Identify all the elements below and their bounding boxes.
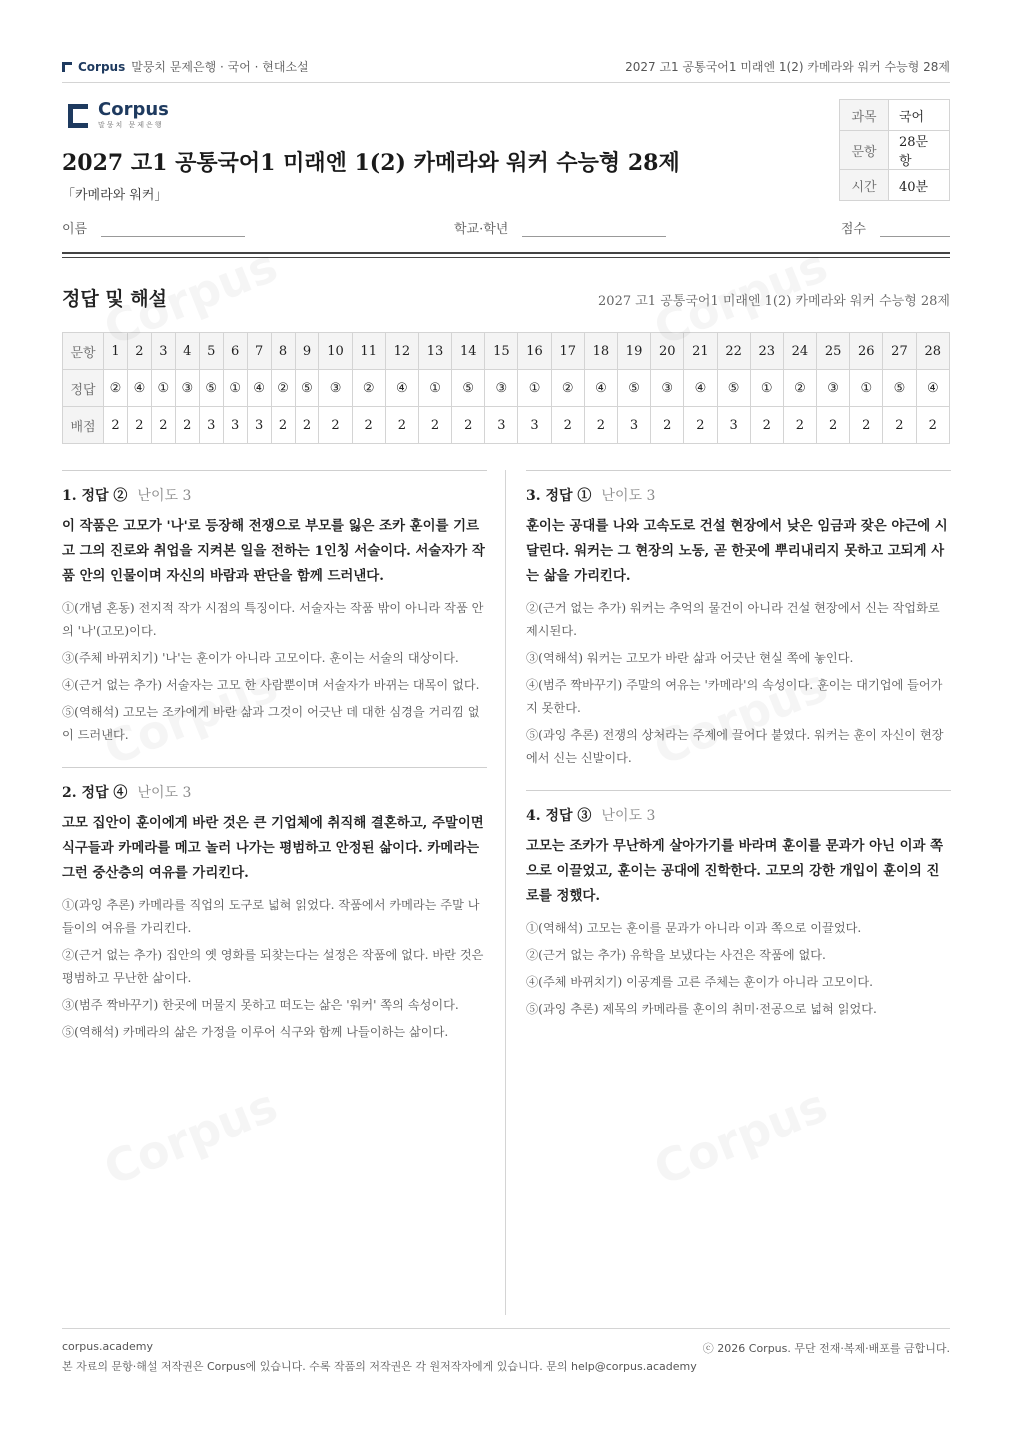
score-field[interactable] [841,218,950,237]
answer-number: 7 [247,333,271,370]
option-explanation: ④(주체 바뀌치기) 이공계를 고른 주체는 훈이가 아니라 고모이다. [526,975,874,989]
section-title: 정답 및 해설 [62,288,167,310]
brand-name: Corpus [78,59,126,74]
footer-copyright: ⓒ 2026 Corpus. 무단 전재·복제·배포를 금합니다. [702,1342,950,1355]
difficulty-label: 난이도 3 [137,488,192,504]
option-explanation: ①(개념 혼동) 전지적 작가 시점의 특징이다. 서술자는 작품 밖이 아니라 작품 안의 '나'(고모)이다. [62,601,484,638]
answer-number: 3 [151,333,175,370]
question-header [62,782,487,802]
school-field[interactable] [454,218,666,237]
answer-number: 9 [295,333,319,370]
answer-choice: ② [104,370,128,407]
corpus-logo [68,100,169,130]
question-answer-label: 3. 정답 ① [526,488,592,504]
answer-number: 2 [127,333,151,370]
answer-points: 3 [485,407,518,444]
answer-number: 23 [750,333,783,370]
answer-points: 2 [684,407,717,444]
row-label: 문항 [63,333,104,370]
answer-choice: ② [271,370,295,407]
answer-points: 2 [418,407,451,444]
answer-points: 3 [247,407,271,444]
column-divider [505,470,506,1315]
answer-number: 12 [385,333,418,370]
option-explanation: ②(근거 없는 추가) 유학을 보냈다는 사건은 작품에 없다. [526,948,826,962]
answer-choice: ④ [684,370,717,407]
answer-choice: ④ [127,370,151,407]
answer-number: 21 [684,333,717,370]
option-explanation: ①(과잉 추론) 카메라를 직업의 도구로 넓혀 읽었다. 작품에서 카메라는 주말 나들이의 여유를 가리킨다. [62,898,480,935]
answer-points: 3 [223,407,247,444]
answer-choice: ④ [584,370,617,407]
work-title: 「카메라와 워커」 [62,188,168,203]
question-header [526,805,951,825]
answer-choice: ② [783,370,816,407]
answer-choice: ⑤ [883,370,916,407]
answer-choice: ④ [385,370,418,407]
answer-points: 2 [175,407,199,444]
answer-points: 2 [271,407,295,444]
question-answer-label: 1. 정답 ② [62,488,128,504]
answer-points: 2 [352,407,385,444]
answer-choice: ③ [817,370,850,407]
answer-choice: ① [518,370,551,407]
answer-points: 2 [452,407,485,444]
answer-number: 15 [485,333,518,370]
answer-choice: ⑤ [617,370,650,407]
top-bar [62,58,950,83]
answer-points: 3 [199,407,223,444]
answer-choice: ③ [319,370,352,407]
option-explanation: ⑤(과잉 추론) 전쟁의 상처라는 주제에 끌어다 붙였다. 워커는 훈이 자신이 현장에서 신는 신발이다. [526,728,944,765]
answer-number: 25 [817,333,850,370]
explanation-main: 이 작품은 고모가 '나'로 등장해 전쟁으로 부모를 잃은 조카 훈이를 기르고 그의 진로와 취업을 지켜본 일을 전하는 1인칭 서술이다. 서술자가 작품 안의 인물이며 자신의 바람과 판단을 함께 드러낸다. [62,518,485,584]
option-explanation: ③(범주 짝바꾸기) 한곳에 머물지 못하고 떠도는 삶은 '워커' 쪽의 속성이다. [62,998,459,1012]
difficulty-label: 난이도 3 [601,808,656,824]
answer-choice: ⑤ [452,370,485,407]
answer-points: 2 [850,407,883,444]
answer-table-row-answers [63,370,950,407]
meta-row [840,170,950,201]
option-explanation: ②(근거 없는 추가) 워커는 추억의 물건이 아니라 건설 현장에서 신는 작업화로 제시된다. [526,601,940,638]
row-label: 배점 [63,407,104,444]
answer-points: 2 [127,407,151,444]
answer-number: 27 [883,333,916,370]
answer-choice: ① [850,370,883,407]
answer-number: 4 [175,333,199,370]
answer-points: 2 [750,407,783,444]
question-header [526,485,951,505]
answer-table [62,332,950,444]
footer-site: corpus.academy [62,1340,153,1353]
answer-points: 2 [104,407,128,444]
row-label: 정답 [63,370,104,407]
answer-choice: ⑤ [295,370,319,407]
corpus-logo-icon [62,62,72,72]
answer-number: 14 [452,333,485,370]
school-label: 학교·학년 [454,222,509,237]
answer-number: 13 [418,333,451,370]
name-field[interactable] [62,218,245,237]
meta-table [839,99,950,201]
page-title: 2027 고1 공통국어1 미래엔 1(2) 카메라와 워커 수능형 28제 [62,150,680,176]
explanation-main: 고모는 조카가 무난하게 살아가기를 바라며 훈이를 문과가 아닌 이과 쪽으로 이끌었고, 훈이는 공대에 진학한다. 고모의 강한 개입이 훈이의 진로를 정했다. [526,838,944,904]
answer-number: 26 [850,333,883,370]
answer-choice: ③ [651,370,684,407]
answer-table-row-numbers [63,333,950,370]
breadcrumb: 말뭉치 문제은행 · 국어 · 현대소설 [131,60,309,74]
answer-number: 11 [352,333,385,370]
answer-number: 24 [783,333,816,370]
answer-choice: ③ [175,370,199,407]
question-explanation [526,790,951,1021]
answer-number: 8 [271,333,295,370]
answer-choice: ① [418,370,451,407]
answer-choice: ② [352,370,385,407]
footer-notice: 본 자료의 문항·해설 저작권은 Corpus에 있습니다. 수록 작품의 저작권은 각 원저작자에게 있습니다. 문의 help@corpus.academy [62,1360,697,1373]
answer-choice: ③ [485,370,518,407]
answer-choice: ⑤ [717,370,750,407]
school-line[interactable] [522,220,666,237]
answer-points: 2 [151,407,175,444]
answer-choice: ① [151,370,175,407]
answer-number: 5 [199,333,223,370]
score-line[interactable] [880,220,950,237]
answer-points: 2 [817,407,850,444]
meta-key: 시간 [840,170,889,201]
answer-number: 19 [617,333,650,370]
answer-number: 18 [584,333,617,370]
question-header [62,485,487,505]
meta-value: 40분 [889,170,950,201]
option-explanation: ⑤(과잉 추론) 제목의 카메라를 훈이의 취미·전공으로 넓혀 읽었다. [526,1002,877,1016]
answer-points: 3 [717,407,750,444]
option-explanation: ②(근거 없는 추가) 집안의 옛 영화를 되찾는다는 설정은 작품에 없다. 바란 것은 평범하고 무난한 삶이다. [62,948,484,985]
meta-row [840,131,950,170]
answer-choice: ④ [916,370,949,407]
difficulty-label: 난이도 3 [601,488,656,504]
answer-number: 10 [319,333,352,370]
answer-points: 2 [295,407,319,444]
answer-number: 22 [717,333,750,370]
answer-points: 2 [916,407,949,444]
name-label: 이름 [62,222,88,237]
answer-choice: ① [223,370,247,407]
score-label: 점수 [840,222,866,237]
option-explanation: ③(역해석) 워커는 고모가 바란 삶과 어긋난 현실 쪽에 놓인다. [526,651,854,665]
answer-choice: ② [551,370,584,407]
answer-choice: ⑤ [199,370,223,407]
answer-number: 16 [518,333,551,370]
question-explanation [62,767,487,1044]
option-explanation: ④(근거 없는 추가) 서술자는 고모 한 사람뿐이며 서술자가 바뀌는 대목이 없다. [62,678,480,692]
logo-sub: 말뭉치 문제은행 [98,121,164,129]
meta-key: 과목 [840,100,889,131]
name-line[interactable] [101,220,245,237]
option-explanation: ⑤(역해석) 카메라의 삶은 가정을 이루어 식구와 함께 나들이하는 삶이다. [62,1025,449,1039]
section-doc-title: 2027 고1 공통국어1 미래엔 1(2) 카메라와 워커 수능형 28제 [598,294,950,309]
difficulty-label: 난이도 3 [137,785,192,801]
answer-table-row-points [63,407,950,444]
meta-value: 28문항 [889,131,950,170]
answer-number: 6 [223,333,247,370]
answer-number: 1 [104,333,128,370]
header-doc-title: 2027 고1 공통국어1 미래엔 1(2) 카메라와 워커 수능형 28제 [625,60,950,74]
logo-name: Corpus [98,99,169,120]
answer-number: 28 [916,333,949,370]
answer-points: 2 [783,407,816,444]
question-answer-label: 2. 정답 ④ [62,785,128,801]
answer-points: 2 [385,407,418,444]
answer-points: 3 [518,407,551,444]
meta-key: 문항 [840,131,889,170]
option-explanation: ⑤(역해석) 고모는 조카에게 바란 삶과 그것이 어긋난 데 대한 심경을 거리낌 없이 드러낸다. [62,705,480,742]
answer-number: 17 [551,333,584,370]
meta-row [840,100,950,131]
footer [62,1328,950,1373]
answer-choice: ① [750,370,783,407]
option-explanation: ④(범주 짝바꾸기) 주말의 여유는 '카메라'의 속성이다. 훈이는 대기업에 들어가지 못한다. [526,678,943,715]
option-explanation: ①(역해석) 고모는 훈이를 문과가 아니라 이과 쪽으로 이끌었다. [526,921,862,935]
answer-choice: ④ [247,370,271,407]
answer-points: 2 [551,407,584,444]
option-explanation: ③(주체 바뀌치기) '나'는 훈이가 아니라 고모이다. 훈이는 서술의 대상이다. [62,651,459,665]
explanation-main: 고모 집안이 훈이에게 바란 것은 큰 기업체에 취직해 결혼하고, 주말이면 식구들과 카메라를 메고 놀러 나가는 평범하고 안정된 삶이다. 카메라는 그런 중산층의 여유를 가리킨다. [62,815,484,881]
answer-points: 2 [651,407,684,444]
explanations-right-column [526,470,951,1041]
answer-points: 3 [617,407,650,444]
answer-points: 2 [319,407,352,444]
answer-points: 2 [584,407,617,444]
corpus-mark-icon [68,104,88,128]
question-answer-label: 4. 정답 ③ [526,808,592,824]
answer-number: 20 [651,333,684,370]
answer-points: 2 [883,407,916,444]
explanation-main: 훈이는 공대를 나와 고속도로 건설 현장에서 낮은 임금과 잦은 야근에 시달린다. 워커는 그 현장의 노동, 곧 한곳에 뿌리내리지 못하고 고되게 사는 삶을 가리킨다. [526,518,948,584]
meta-value: 국어 [889,100,950,131]
